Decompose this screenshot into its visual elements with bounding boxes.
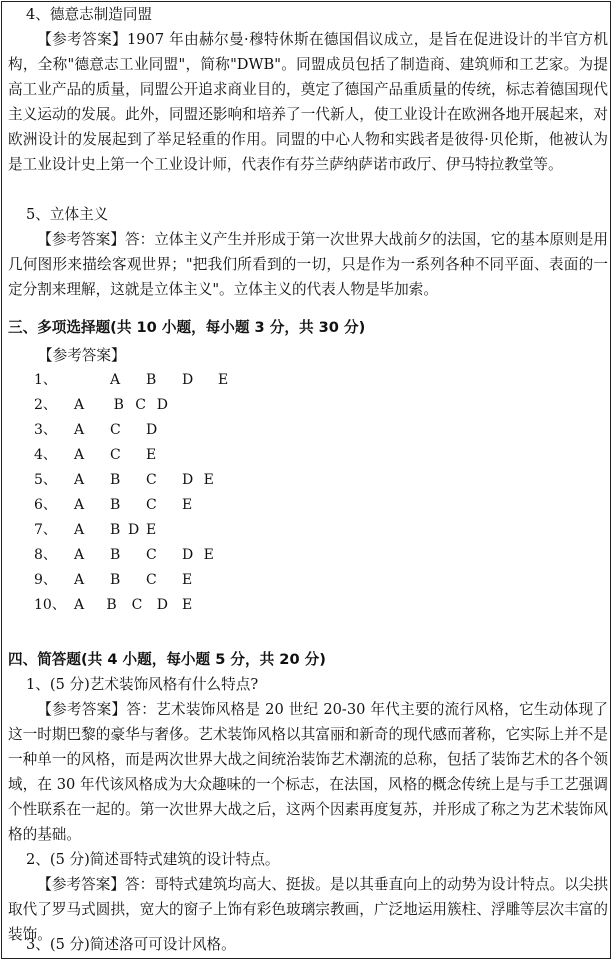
mc-answer-letter: C [135,397,146,413]
mc-answer-letter: C [110,422,121,438]
mc-answer-letter: D [128,522,140,538]
mc-answer-letter: A [110,372,121,388]
answer-werkbund: 【参考答案】1907 年由赫尔曼·穆特休斯在德国倡议成立，是旨在促进设计的半官方机构，全称"德意志工业同盟"，简称"DWB"。同盟成员包括了制造商、建筑师和工艺家。为提高工业产品的质量，同盟公开追求商业目的，奠定了德国产品重质量的传统，标志着德国现代主义运动的发展。此外，同盟还影响和培养了一代新人，使工业设计在欧洲各地开展起来，对欧洲设计的发展起到了举足轻重的作用。同盟的中心人物和实践者是彼得·贝伦斯，他被认为是工业设计史上第一个工业设计师，代表作有芬兰萨纳萨诺市政厅、伊马特拉教堂等。 [8,31,608,173]
mc-answer-letter: C [146,547,157,563]
mc-answer-letter: A [74,472,85,488]
mc-answer-letter: E [182,572,193,588]
mc-answer-row [8,568,608,593]
mc-answer-letter: A [74,397,85,413]
mc-answer-letter: D [182,472,194,488]
mc-answer-letter: B [113,397,124,413]
mc-answer-letter: D [156,597,169,613]
mc-answer-row [8,368,608,393]
mc-answer-letter: A [74,447,85,463]
mc-answer-letter: A [74,547,85,563]
mc-answer-number: 7、 [34,522,57,538]
mc-answer-letter: E [146,447,157,463]
mc-answer-letter: E [182,597,193,613]
mc-answer-letter: B [110,522,121,538]
mc-answer-letter: B [110,472,121,488]
mc-answer-letter: B [106,597,117,613]
mc-answer-row [8,468,608,493]
mc-answer-letter: C [146,572,157,588]
mc-answer-row [8,393,608,418]
answer-2: 【参考答案】答：哥特式建筑均高大、挺拔。是以其垂直向上的动势为设计特点。以尖拱取代了罗马式圆拱，宽大的窗子上饰有彩色玻璃宗教画，广泛地运用簇柱、浮雕等层次丰富的装饰。 [8,876,608,943]
mc-answer-row [8,443,608,468]
mc-answer-letter: D [146,422,158,438]
mc-answer-letter: C [146,497,157,513]
mc-answer-letter: E [146,522,157,538]
mc-answer-letter: A [74,522,85,538]
answer-cubism: 【参考答案】答：立体主义产生并形成于第一次世界大战前夕的法国，它的基本原则是用几何图形来描绘客观世界；"把我们所看到的一切，只是作为一系列各种不同平面、表面的一定分割来理解，这就是立体主义"。立体主义的代表人物是毕加索。 [8,231,608,298]
mc-answer-number: 8、 [34,547,57,563]
mc-answer-row [8,593,608,618]
mc-answer-number: 5、 [34,472,57,488]
multiple-choice-answer-list [8,368,608,618]
mc-answer-letter: E [203,472,214,488]
mc-answer-row [8,543,608,568]
mc-answer-letter: C [131,597,143,613]
mc-answer-letter: A [74,422,85,438]
section-3-title: 三、多项选择题(共 10 小题，每小题 3 分，共 30 分) [8,319,366,336]
question-1: 1、(5 分)艺术装饰风格有什么特点? [26,676,259,693]
question-2: 2、(5 分)简述哥特式建筑的设计特点。 [26,851,280,868]
mc-answer-letter: C [110,447,121,463]
mc-answer-letter: A [74,572,85,588]
mc-answer-letter: D [156,397,169,413]
item-heading-cubism: 5、立体主义 [26,206,109,223]
mc-answer-number: 1、 [34,372,57,388]
mc-answer-number: 6、 [34,497,57,513]
mc-answer-letter: B [110,547,121,563]
section-3-answer-label: 【参考答案】 [38,347,126,364]
mc-answer-letter: D [182,547,194,563]
mc-answer-letter: A [74,597,85,613]
answer-1: 【参考答案】答：艺术装饰风格是 20 世纪 20-30 年代主要的流行风格，它生动体现了这一时期巴黎的豪华与奢侈。艺术装饰风格以其富丽和新奇的现代感而著称，它实际上并不是一种单一的风格，而是两次世界大战之间统治装饰艺术潮流的总称，包括了装饰艺术的各个领域，在 30 年代该风格成为大众趣味的一个标志，在法国，风格的概念传统上是与手工艺强调个性联系在一起的。第一次世界大战之后，这两个因素再度复苏，并形成了称之为艺术装饰风格的基础。 [8,701,608,843]
mc-answer-letter: E [203,547,214,563]
mc-answer-number: 2、 [34,397,57,413]
mc-answer-letter: E [218,372,229,388]
item-heading-werkbund: 4、德意志制造同盟 [26,6,153,23]
mc-answer-letter: D [182,372,194,388]
mc-answer-letter: B [110,572,121,588]
mc-answer-number: 3、 [34,422,57,438]
mc-answer-row [8,418,608,443]
mc-answer-row [8,518,608,543]
mc-answer-number: 9、 [34,572,57,588]
mc-answer-number: 4、 [34,447,57,463]
mc-answer-number: 10、 [34,597,66,613]
mc-answer-letter: B [146,372,157,388]
mc-answer-letter: A [74,497,85,513]
mc-answer-letter: B [110,497,121,513]
section-4-title: 四、简答题(共 4 小题，每小题 5 分，共 20 分) [8,651,326,668]
mc-answer-letter: C [146,472,157,488]
mc-answer-row [8,493,608,518]
mc-answer-letter: E [182,497,193,513]
question-3: 3、(5 分)简述洛可可设计风格。 [26,936,236,953]
